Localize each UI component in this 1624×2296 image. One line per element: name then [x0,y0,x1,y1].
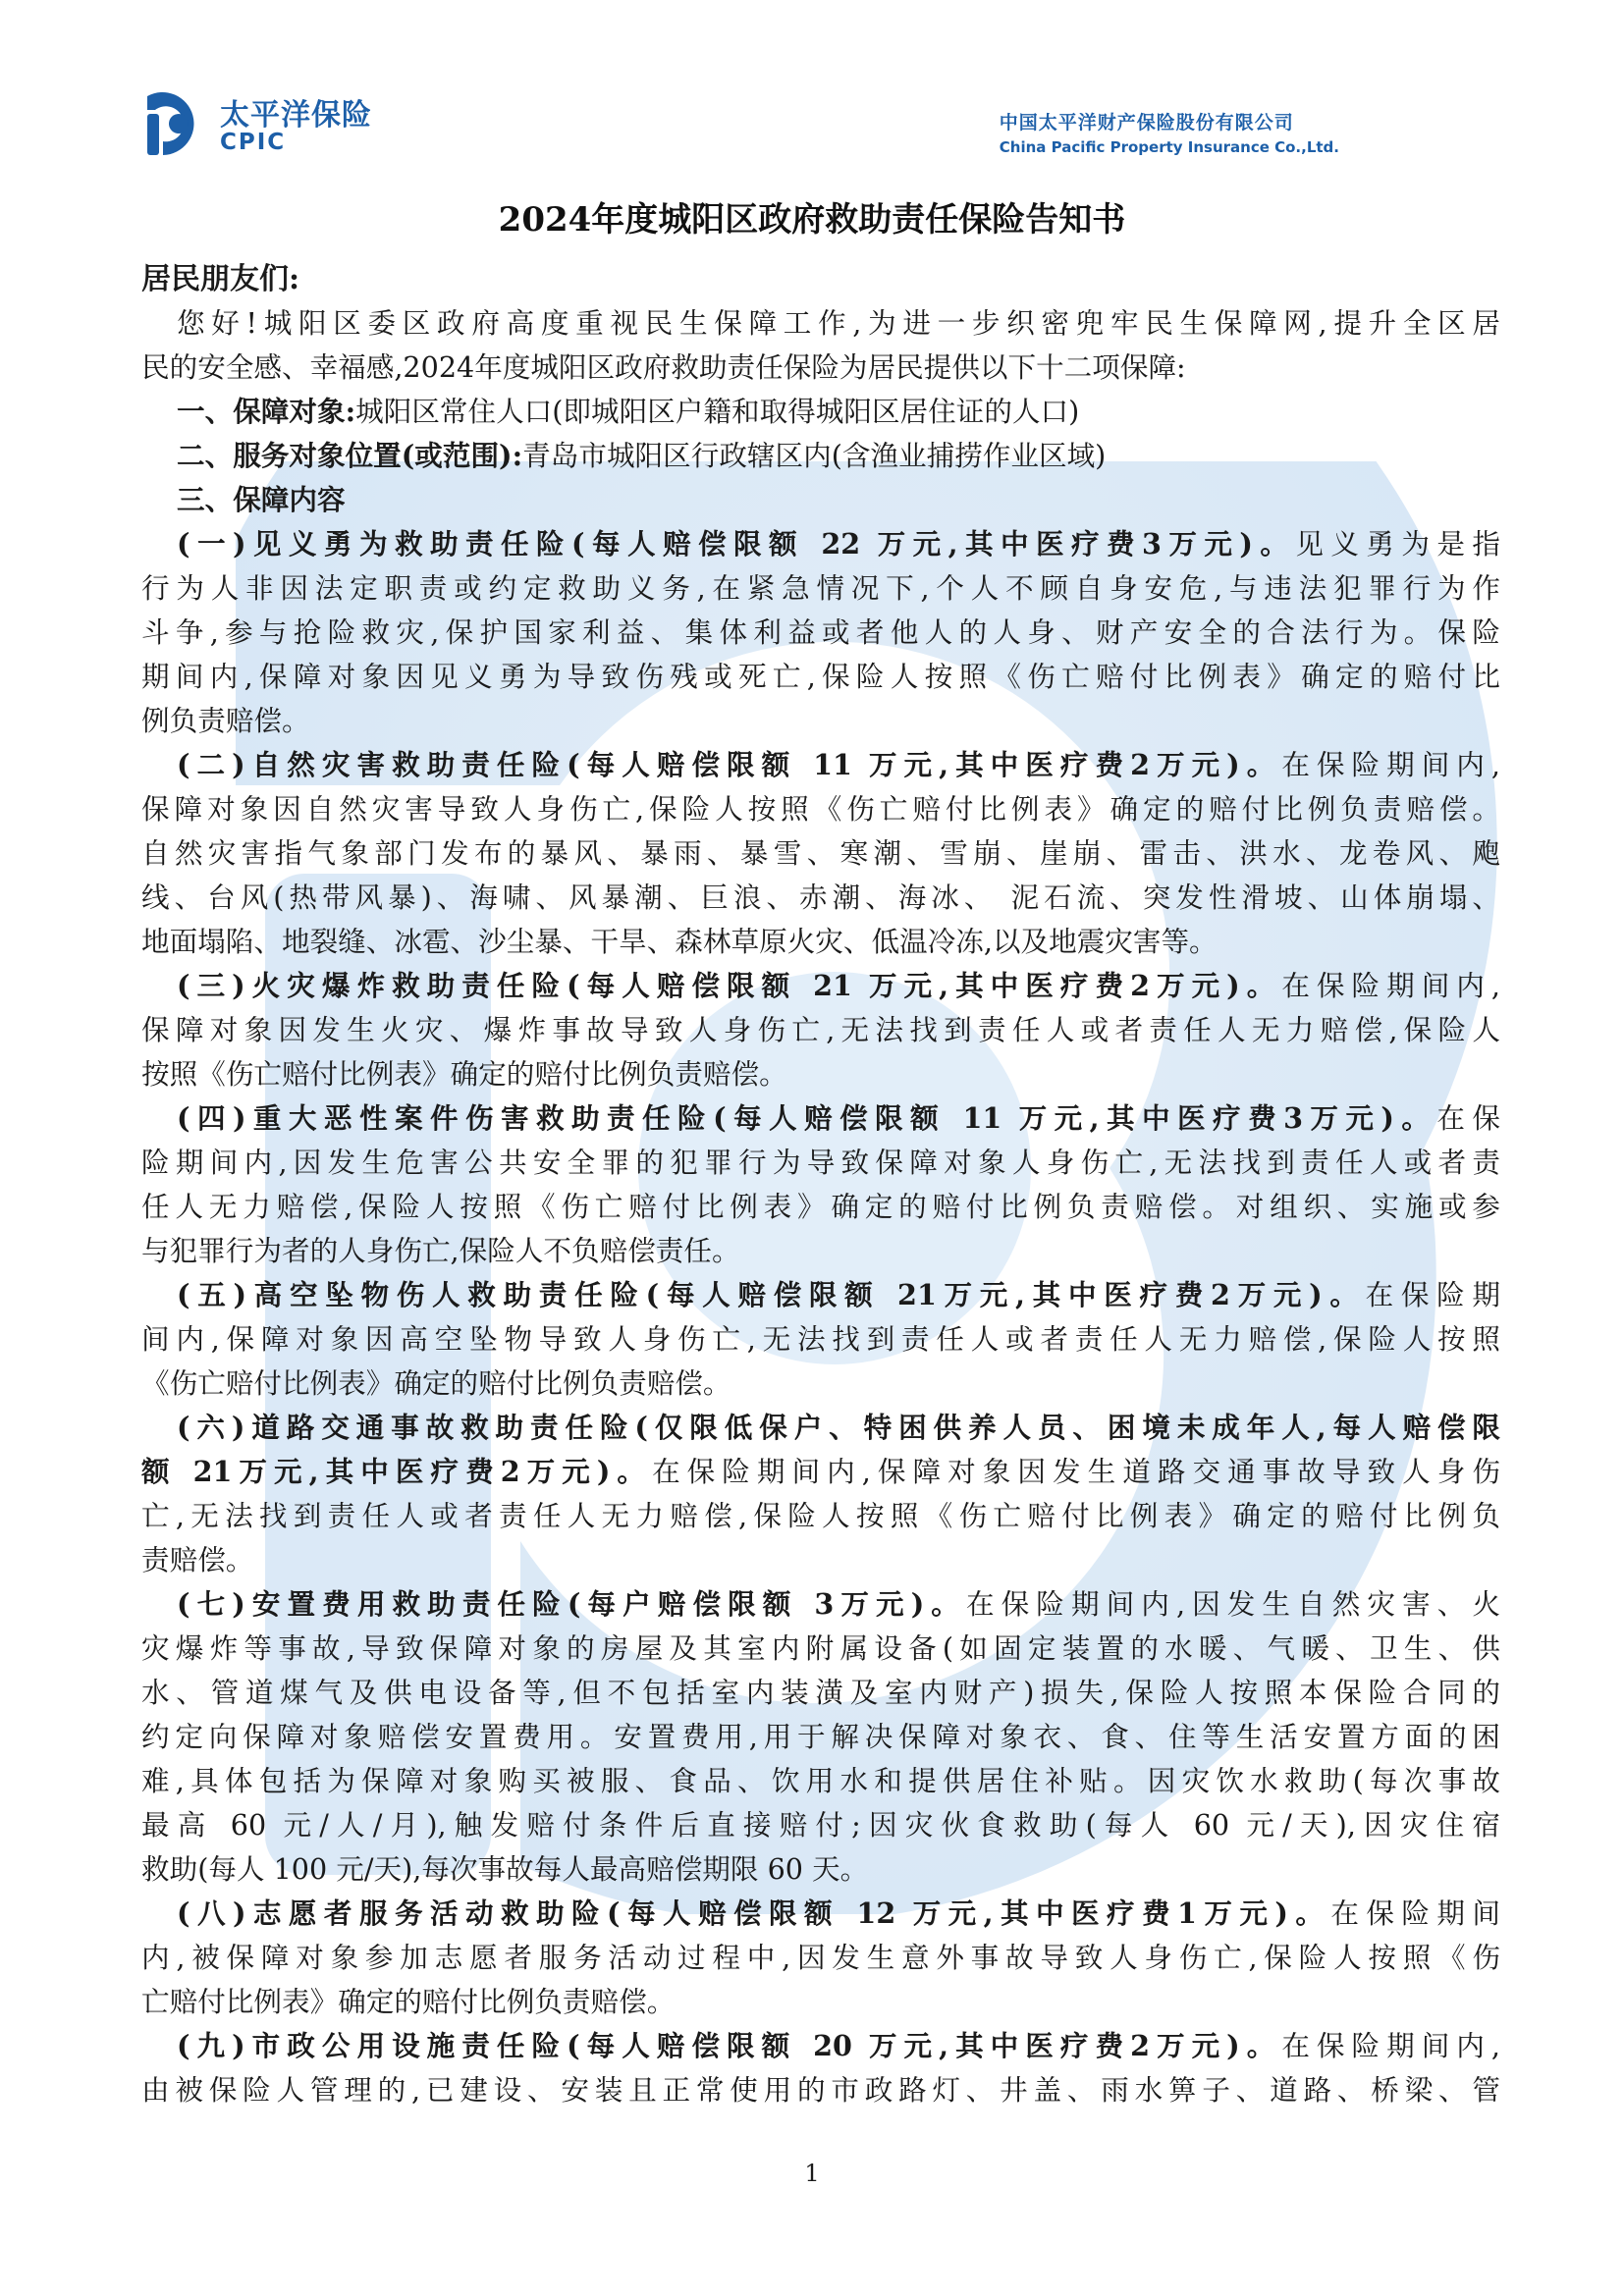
body-line [141,390,1500,434]
line-text: 难,具体包括为保障对象购买被服、食品、饮用水和提供居住补贴。因灾饮水救助(每次事故 [141,1764,1500,1797]
body-line [141,1185,1500,1229]
section-heading: (八)志愿者服务活动救助险(每人赔偿限额 12 万元,其中医疗费1万元)。 [177,1896,1331,1930]
body-line [141,1096,1500,1141]
line-text: 救助(每人 100 元/天),每次事故每人最高赔偿期限 60 天。 [141,1852,869,1886]
line-text: 在保险期间内,保障对象因发生道路交通事故导致人身伤 [652,1455,1500,1488]
body-line [141,1892,1500,1936]
body-line [141,1759,1500,1803]
line-text: 在保险期 [1365,1278,1500,1311]
company-name-english: China Pacific Property Insurance Co.,Ltd. [999,138,1339,156]
section-heading: (七)安置费用救助责任险(每户赔偿限额 3万元)。 [177,1587,966,1621]
body-line [141,346,1500,390]
body-line [141,2024,1500,2068]
body-line [141,522,1500,566]
body-line [141,1582,1500,1627]
body-line [141,1936,1500,1980]
body-line [141,1229,1500,1273]
body-line [141,566,1500,611]
line-text: 线、台风(热带风暴)、海啸、风暴潮、巨浪、赤潮、海冰、 泥石流、突发性滑坡、山体崩塌、 [141,881,1500,914]
line-text: 亡赔付比例表》确定的赔付比例负责赔偿。 [141,1985,676,2018]
line-text: 在保险期间内, [1281,748,1500,781]
body-line [141,1671,1500,1715]
company-name-block [1000,108,1339,156]
section-heading: 二、服务对象位置(或范围): [177,439,523,472]
greeting: 居民朋友们: [141,262,300,296]
page-number: 1 [804,2160,820,2187]
line-text: 在保险期间内, [1281,969,1500,1002]
line-text: 任人无力赔偿,保险人按照《伤亡赔付比例表》确定的赔付比例负责赔偿。对组织、实施或参 [141,1190,1500,1223]
line-text: 内,被保障对象参加志愿者服务活动过程中,因发生意外事故导致人身伤亡,保险人按照《伤 [141,1941,1500,1974]
body-line [141,699,1500,743]
body-line [141,787,1500,831]
body-line [141,301,1500,346]
body-line [141,1008,1500,1052]
body-line [141,478,1500,522]
line-text: 例负责赔偿。 [141,704,310,737]
line-text: 自然灾害指气象部门发布的暴风、暴雨、暴雪、寒潮、雪崩、崖崩、雷击、洪水、龙卷风、飑 [141,836,1500,870]
line-text: 保障对象因自然灾害导致人身伤亡,保险人按照《伤亡赔付比例表》确定的赔付比例负责赔偿。 [141,792,1500,826]
line-text: 与犯罪行为者的人身伤亡,保险人不负赔偿责任。 [141,1234,740,1267]
body-line [141,1494,1500,1538]
line-text: 期间内,保障对象因见义勇为导致伤残或死亡,保险人按照《伤亡赔付比例表》确定的赔付比 [141,660,1500,693]
document-body [141,257,1500,2112]
body-line [141,1538,1500,1582]
line-text: 行为人非因法定职责或约定救助义务,在紧急情况下,个人不顾自身安危,与违法犯罪行为作 [141,571,1500,605]
line-text: 水、管道煤气及供电设备等,但不包括室内装潢及室内财产)损失,保险人按照本保险合同的 [141,1676,1500,1709]
body-line [141,1847,1500,1892]
line-text: 约定向保障对象赔偿安置费用。安置费用,用于解决保障对象衣、食、住等生活安置方面的困 [141,1720,1500,1753]
line-text: 您好!城阳区委区政府高度重视民生保障工作,为进一步织密兜牢民生保障网,提升全区居 [177,306,1500,340]
body-line [141,920,1500,964]
section-heading: (九)市政公用设施责任险(每人赔偿限额 20 万元,其中医疗费2万元)。 [177,2029,1282,2062]
line-text: 在保险期间内,因发生自然灾害、火 [965,1587,1500,1621]
body-line [141,611,1500,655]
section-heading: 三、保障内容 [177,483,346,516]
body-line [141,743,1500,787]
body-line [141,1052,1500,1096]
body-line [141,1362,1500,1406]
body-line [141,434,1500,478]
section-heading: 额 21万元,其中医疗费2万元)。 [141,1455,653,1488]
line-text: 亡,无法找到责任人或者责任人无力赔偿,保险人按照《伤亡赔付比例表》确定的赔付比例负 [141,1499,1500,1532]
logo-english-name: CPIC [220,130,287,155]
cpic-logo-icon [141,86,210,159]
body-line [141,1450,1500,1494]
body-line [141,831,1500,876]
line-text: 最高 60 元/人/月),触发赔付条件后直接赔付;因灾伙食救助(每人 60 元/天),因灾住宿 [141,1808,1500,1842]
document-title: 2024年度城阳区政府救助责任保险告知书 [498,200,1126,240]
section-heading: 一、保障对象: [177,395,356,428]
line-text: 在保 [1436,1101,1500,1135]
line-text: 由被保险人管理的,已建设、安装且正常使用的市政路灯、井盖、雨水箅子、道路、桥梁、管 [141,2073,1500,2107]
body-line [141,1141,1500,1185]
section-heading: (一)见义勇为救助责任险(每人赔偿限额 22 万元,其中医疗费3万元)。 [177,527,1296,561]
body-lines [141,301,1500,2112]
line-text: 责赔偿。 [141,1543,254,1576]
body-line [141,2068,1500,2112]
section-heading: (六)道路交通事故救助责任险(仅限低保户、特困供养人员、困境未成年人,每人赔偿限 [177,1411,1500,1444]
line-text: 在保险期间 [1330,1896,1500,1930]
line-text: 保障对象因发生火灾、爆炸事故导致人身伤亡,无法找到责任人或者责任人无力赔偿,保险人 [141,1013,1500,1046]
cpic-logo [141,86,397,159]
section-heading: (二)自然灾害救助责任险(每人赔偿限额 11 万元,其中医疗费2万元)。 [177,748,1282,781]
line-text: 险期间内,因发生危害公共安全罪的犯罪行为导致保障对象人身伤亡,无法找到责任人或者责 [141,1146,1500,1179]
line-text: 在保险期间内, [1281,2029,1500,2062]
body-line [141,876,1500,920]
line-text: 地面塌陷、地裂缝、冰雹、沙尘暴、干旱、森林草原火灾、低温冷冻,以及地震灾害等。 [141,925,1218,958]
body-line [141,655,1500,699]
line-text: 灾爆炸等事故,导致保障对象的房屋及其室内附属设备(如固定装置的水暖、气暖、卫生、供 [141,1631,1500,1665]
section-heading: (四)重大恶性案件伤害救助责任险(每人赔偿限额 11 万元,其中医疗费3万元)。 [177,1101,1437,1135]
company-name-chinese: 中国太平洋财产保险股份有限公司 [999,112,1294,133]
body-line [141,1406,1500,1450]
body-line [141,1273,1500,1317]
body-line [141,964,1500,1008]
body-line [141,1715,1500,1759]
line-text: 青岛市城阳区行政辖区内(含渔业捕捞作业区域) [522,439,1107,472]
line-text: 《伤亡赔付比例表》确定的赔付比例负责赔偿。 [141,1366,731,1400]
line-text: 见义勇为是指 [1295,527,1500,561]
section-heading: (三)火灾爆炸救助责任险(每人赔偿限额 21 万元,其中医疗费2万元)。 [177,969,1282,1002]
line-text: 按照《伤亡赔付比例表》确定的赔付比例负责赔偿。 [141,1057,787,1091]
logo-chinese-name: 太平洋保险 [220,98,372,133]
line-text: 城阳区常住人口(即城阳区户籍和取得城阳区居住证的人口) [355,395,1080,428]
section-heading: (五)高空坠物伤人救助责任险(每人赔偿限额 21万元,其中医疗费2万元)。 [177,1278,1366,1311]
body-line [141,1627,1500,1671]
body-line [141,1317,1500,1362]
line-text: 斗争,参与抢险救灾,保护国家利益、集体利益或者他人的人身、财产安全的合法行为。保险 [141,615,1500,649]
body-line [141,1803,1500,1847]
line-text: 民的安全感、幸福感,2024年度城阳区政府救助责任保险为居民提供以下十二项保障: [141,350,1186,384]
body-line [141,1980,1500,2024]
line-text: 间内,保障对象因高空坠物导致人身伤亡,无法找到责任人或者责任人无力赔偿,保险人按照 [141,1322,1500,1356]
